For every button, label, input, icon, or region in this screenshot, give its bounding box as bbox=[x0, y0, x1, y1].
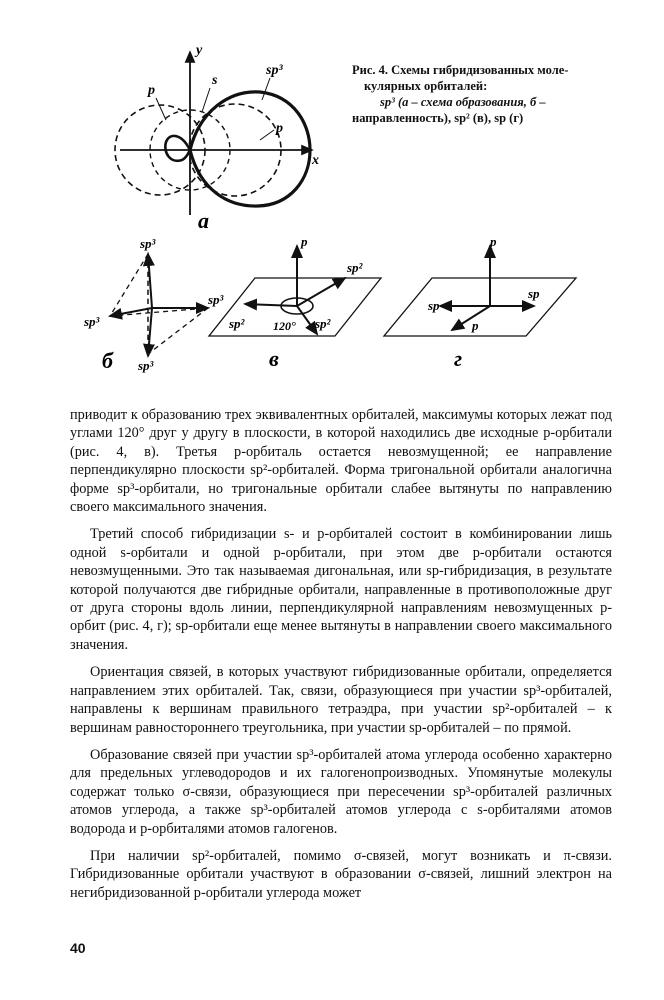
label-g-sp-right: sp bbox=[528, 286, 540, 301]
label-sp3: sp³ bbox=[266, 63, 283, 78]
figure-panel-v bbox=[205, 232, 385, 392]
label-v-angle: 120° bbox=[273, 319, 296, 333]
label-g-p-top: p bbox=[490, 234, 497, 249]
caption-line-2: кулярных орбиталей: bbox=[364, 79, 488, 93]
paragraph-3: Ориентация связей, в которых участвуют гибридизованные орбитали, определяется направлением этих орбиталей. Так, связи, образующиеся при участии sp³-орбиталей, направлены к вершинам правильного тетраэдра, при участии sp²-орбиталей – к вершинам равностороннего треугольника, при участии sp-орбиталей – по прямой. bbox=[70, 664, 612, 736]
sp3-small-lobe bbox=[165, 136, 190, 161]
paragraph-1: приводит к образованию трех эквивалентных орбиталей, максимумы которых лежат под углами 120° друг у другу в плоскости, в которой находились две исходные p-орбитали (рис. 4, в). Третья p-орбиталь остается невозмущенной; ее направление перпендикулярно плоскости sp²-орбиталей. Форма тригональной орбитали аналогична форме sp³-орбитали, но тригональные орбитали слабее вытянуты по направлению своего максимального значения. bbox=[70, 407, 612, 516]
label-g-p-bottom: p bbox=[472, 318, 479, 333]
label-panel-a: а bbox=[198, 208, 209, 230]
label-b-left: sp³ bbox=[84, 314, 100, 329]
label-p-bottom: p bbox=[276, 121, 283, 136]
figure-panel-a bbox=[80, 40, 340, 230]
label-v-p: p bbox=[301, 234, 308, 249]
label-b-top: sp³ bbox=[140, 236, 156, 251]
label-v-sp2-bottom: sp² bbox=[315, 316, 331, 331]
label-b-bottom: sp³ bbox=[138, 358, 154, 373]
caption-line-3: sp³ (а – схема образования, б – bbox=[380, 95, 546, 109]
label-panel-g: г bbox=[454, 346, 463, 371]
label-axis-x: x bbox=[312, 153, 319, 168]
label-v-sp2-right: sp² bbox=[347, 260, 363, 275]
label-g-sp-left: sp bbox=[428, 298, 440, 313]
label-p-top: p bbox=[148, 83, 155, 98]
label-axis-y: y bbox=[196, 43, 203, 58]
label-s: s bbox=[212, 73, 218, 88]
figure-caption bbox=[352, 62, 598, 126]
sp3-big-lobe bbox=[190, 92, 310, 206]
paragraph-2: Третий способ гибридизации s- и p-орбиталей состоит в комбинировании лишь одной s-орбитали и одной p-орбитали, при этом две p-орбитали остаются невозмущенными. Это так называемая дигональная, или sp-гибридизация, в результате которой получаются две гибридные орбитали, направленные в противоположные друг от друга стороны вдоль линии, перпендикулярной направлениям невозмущенных p-орбит (рис. 4, г); sp-орбитали еще менее вытянуты в направлении своего максимального значения. bbox=[70, 526, 612, 653]
label-panel-b: б bbox=[102, 348, 113, 373]
figure-panel-g bbox=[380, 232, 580, 392]
caption-line-1: Рис. 4. Схемы гибридизованных моле- bbox=[352, 63, 569, 77]
paragraph-5: При наличии sp²-орбиталей, помимо σ-связей, могут возникать и π-связи. Гибридизованные орбитали участвуют в образовании σ-связей, лишний электрон на негибридизованной p-орбитали углерода может bbox=[70, 847, 612, 901]
label-v-sp2-left: sp² bbox=[229, 316, 245, 331]
caption-line-4: направленность), sp² (в), sp (г) bbox=[352, 111, 524, 125]
label-panel-v: в bbox=[269, 346, 279, 371]
paragraph-4: Образование связей при участии sp³-орбиталей атома углерода особенно характерно для предельных углеводородов и их галогенопроизводных. Упомянутые молекулы содержат только σ-связи, образующиеся при пересечении sp³-орбиталей различных атомов углерода, а также sp³-орбиталей атомов углерода с s-орбиталями атомов водорода и p-орбиталями атомов галогенов. bbox=[70, 746, 612, 837]
label-b-right: sp³ bbox=[208, 292, 224, 307]
page-number: 40 bbox=[70, 940, 86, 956]
body-text bbox=[70, 406, 612, 911]
